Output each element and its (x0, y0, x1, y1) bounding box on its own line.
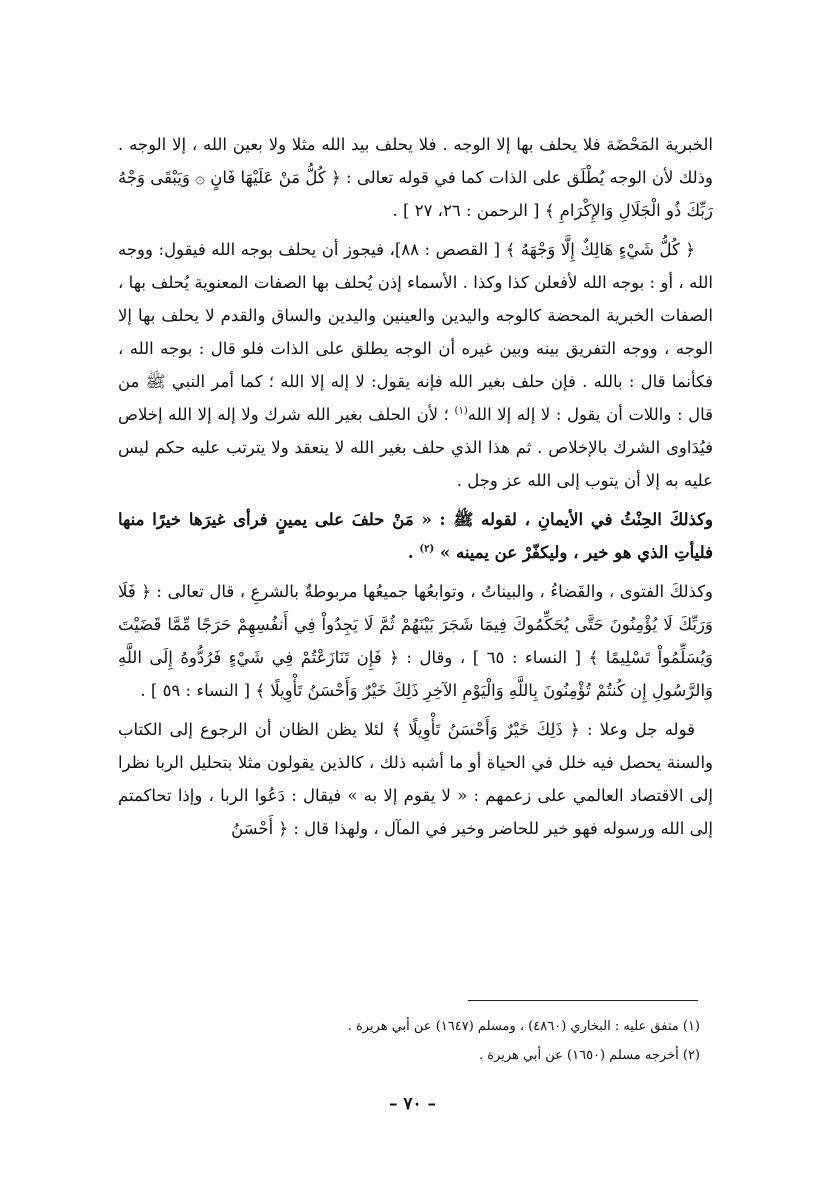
paragraph-4: وكذلكَ الفتوى ، والقَضاءُ ، والبيناتُ ، وتوابعُها جميعُها مربوطةٌ بالشرعِ ، قال تعالى : ﴿ فَلَا وَرَبِّكَ لَا يُؤْمِنُونَ حَتَّى يُحَكِّمُوكَ فِيمَا شَجَرَ بَيْنَهُمْ ثُمَّ لَا يَجِدُواْ فِي أَنفُسِهِمْ حَرَجًا مِّمَّا قَضَيْتَ وَيُسَلِّمُواْ تَسْلِيمًا ﴾ [ النساء : ٦٥ ] ، وقال : ﴿ فَإِن تَنَازَعْتُمْ فِي شَيْءٍ فَرُدُّوهُ إِلَى اللَّهِ وَالرَّسُولِ إِن كُنتُمْ تُؤْمِنُونَ بِاللَّهِ وَالْيَوْمِ الآخِرِ ذَلِكَ خَيْرٌ وَأَحْسَنُ تَأْوِيلًا ﴾ [ النساء : ٥٩ ] . (118, 582, 713, 700)
paragraph-3-text: وكذلكَ الحِنْثُ في الأيمانِ ، لقوله ﷺ : « مَنْ حلفَ على يمينٍ فرأى غيرَها خيرًا منها فليأتِ الذي هو خير ، وليكفّرْ عن يمينه » (118, 510, 713, 562)
paragraph-2-text: ﴿ كُلُّ شَيْءٍ هَالِكٌ إِلَّا وَجْهَهُ ﴾ [ القصص : ٨٨]، فيجوز أن يحلف بوجه الله فيقول: ووجه الله ، أو : بوجه الله لأفعلن كذا وكذا . الأسماء إذن يُحلف بها الصفات المعنوية يُحلف بها ، الصفات الخبرية المحضة كالوجه واليدين والعينين واليدين والساق والقدم لا يحلف بها إلا الوجه ، ووجه التفريق بينه وبين غيره أن الوجه يطلق على الذات فلو قال : بوجه الله ، فكأنما قال : بالله . فإن حلف بغير الله فإنه يقول: لا إله إلا الله ؛ كما أمر النبي ﷺ من قال : واللات أن يقول : لا إله إلا الله (118, 240, 713, 424)
footnotes (118, 1012, 700, 1070)
paragraph-1: الخبرية المَحْضَة فلا يحلف بها إلا الوجه . فلا يحلف بيد الله مثلا ولا بعين الله ، إلا الوجه . وذلك لأن الوجه يُطْلَق على الذات كما في قوله تعالى : ﴿ كُلُّ مَنْ عَلَيْهَا فَانٍ ۞ وَيَبْقَى وَجْهُ رَبِّكَ ذُو الْجَلَالِ وَالإِكْرَامِ ﴾ [ الرحمن : ٢٦، ٢٧ ] . (118, 135, 713, 220)
footnote-2: (٢) أخرجه مسلم (١٦٥٠) عن أبي هريرة . (479, 1048, 700, 1063)
footnote-divider (468, 1000, 698, 1001)
footnote-1: (١) متفق عليه : البخاري (٤٨٦٠) ، ومسلم (١٦٤٧) عن أبي هريرة . (347, 1019, 700, 1034)
paragraph-2-continuation: ؛ لأن الحلف بغير الله شرك ولا إله إلا الله إخلاص فيُدَاوى الشرك بالإخلاص . ثم هذا الذي حلف بغير الله لا ينعقد ولا يترتب عليه حكم ليس عليه به إلا أن يتوب إلى الله عز وجل . (118, 405, 713, 490)
paragraph-3-end: . (407, 543, 414, 562)
paragraph-5: قوله جل وعلا : ﴿ ذَلِكَ خَيْرٌ وَأَحْسَنُ تَأْوِيلًا ﴾ لئلا يظن الظان أن الرجوع إلى الكتاب والسنة يحصل فيه خلل في الحياة أو ما أشبه ذلك ، كالذين يقولون مثلا بتحليل الربا نظرا إلى الاقتصاد العالمي على زعمهم : « لا يقوم إلا به » فيقال : دَعُوا الربا ، وإذا تحاكمتم إلى الله ورسوله فهو خير للحاضر وخير في المآل ، ولهذا قال : ﴿ أَحْسَنُ (118, 720, 713, 838)
paragraph-3 (118, 503, 713, 569)
page-body (118, 128, 713, 851)
page-number: – ٧٠ – (388, 1094, 437, 1114)
footnote-marker-2[interactable]: (٢) (419, 543, 435, 555)
footnote-marker-1[interactable]: (١) (454, 405, 468, 417)
paragraph-2 (118, 233, 713, 497)
